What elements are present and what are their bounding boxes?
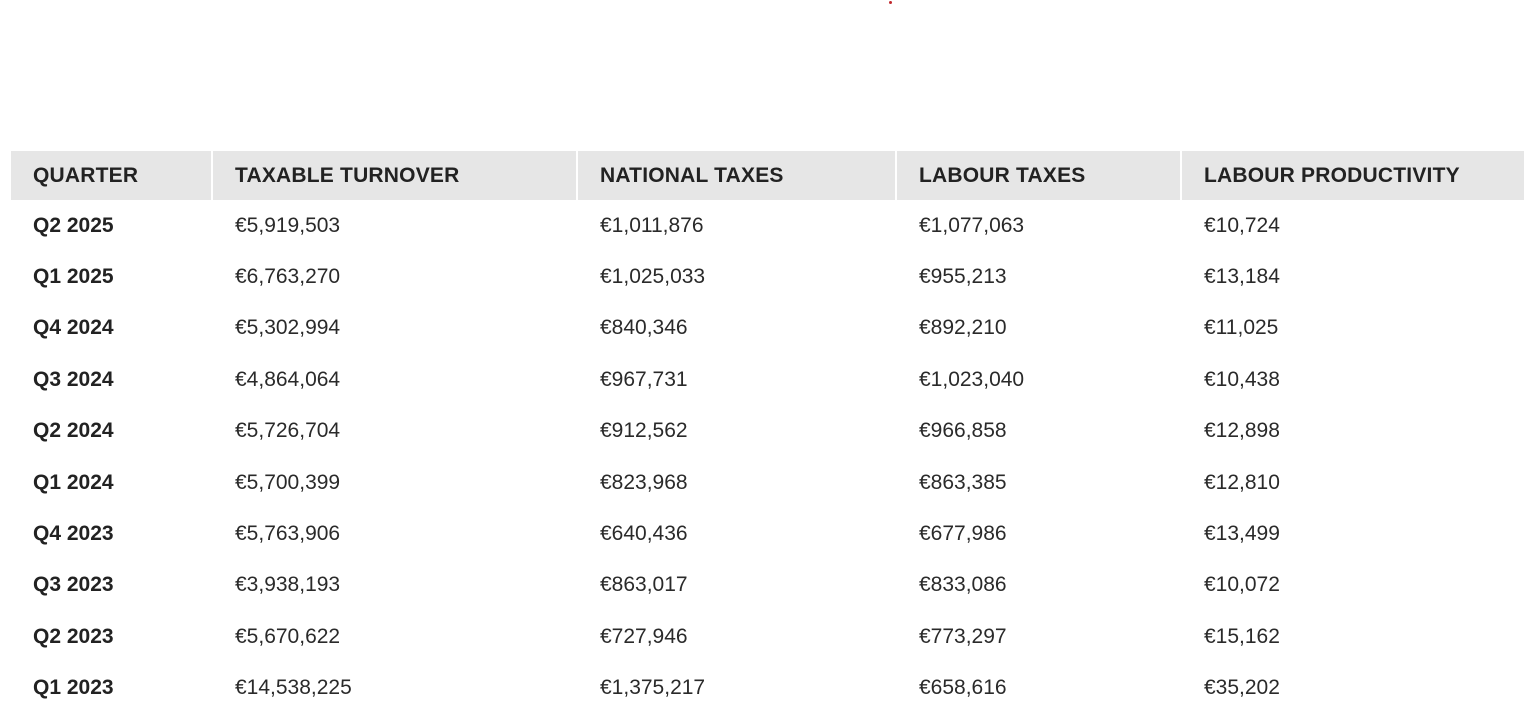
cell-national-taxes: €912,562 [600,419,688,443]
cell-national-taxes: €1,375,217 [600,676,706,700]
table-row [11,560,1524,611]
quarterly-figures-table-container [11,151,1524,714]
cell-national-taxes: €967,731 [600,367,688,391]
cell-taxable-turnover: €5,726,704 [235,419,341,443]
table-row [11,251,1524,302]
cell-taxable-turnover: €6,763,270 [235,265,341,289]
column-header-taxable-turnover: TAXABLE TURNOVER [213,151,578,200]
table-header [11,151,1524,200]
cell-labour-taxes: €966,858 [919,419,1007,443]
column-header-national-taxes: NATIONAL TAXES [578,151,897,200]
cell-labour-taxes: €863,385 [919,470,1007,494]
table-row [11,663,1524,714]
cell-taxable-turnover: €4,864,064 [235,367,341,391]
cell-labour-productivity: €11,025 [1204,316,1279,340]
cell-labour-taxes: €773,297 [919,624,1007,648]
cell-quarter: Q2 2023 [33,624,114,648]
cell-labour-taxes: €892,210 [919,316,1007,340]
cell-labour-productivity: €12,898 [1204,419,1280,443]
cell-national-taxes: €1,025,033 [600,265,706,289]
cell-national-taxes: €823,968 [600,470,688,494]
cell-labour-taxes: €833,086 [919,573,1007,597]
cell-labour-productivity: €12,810 [1204,470,1280,494]
cell-labour-productivity: €35,202 [1204,676,1280,700]
cell-national-taxes: €840,346 [600,316,688,340]
quarterly-figures-table [11,151,1524,714]
loading-indicator-dot [889,1,892,4]
cell-taxable-turnover: €5,302,994 [235,316,341,340]
table-row [11,508,1524,559]
cell-quarter: Q3 2023 [33,573,114,597]
table-body [11,200,1524,714]
column-header-labour-taxes: LABOUR TAXES [897,151,1182,200]
cell-quarter: Q2 2025 [33,213,114,237]
cell-labour-productivity: €10,072 [1204,573,1280,597]
cell-labour-productivity: €10,724 [1204,213,1280,237]
cell-national-taxes: €1,011,876 [600,213,704,237]
cell-taxable-turnover: €3,938,193 [235,573,341,597]
cell-labour-taxes: €1,023,040 [919,367,1025,391]
table-header-row [11,151,1524,200]
cell-taxable-turnover: €5,919,503 [235,213,341,237]
cell-labour-taxes: €658,616 [919,676,1007,700]
cell-labour-productivity: €10,438 [1204,367,1280,391]
cell-labour-taxes: €677,986 [919,522,1007,546]
table-row [11,200,1524,251]
cell-quarter: Q1 2024 [33,470,114,494]
cell-labour-taxes: €1,077,063 [919,213,1025,237]
table-row [11,303,1524,354]
cell-quarter: Q2 2024 [33,419,114,443]
cell-national-taxes: €640,436 [600,522,688,546]
table-row [11,457,1524,508]
column-header-labour-productivity: LABOUR PRODUCTIVITY [1182,151,1524,200]
table-row [11,354,1524,405]
cell-quarter: Q4 2024 [33,316,114,340]
cell-quarter: Q4 2023 [33,522,114,546]
cell-national-taxes: €863,017 [600,573,688,597]
cell-taxable-turnover: €5,670,622 [235,624,341,648]
cell-labour-taxes: €955,213 [919,265,1007,289]
cell-quarter: Q1 2023 [33,676,114,700]
cell-taxable-turnover: €5,763,906 [235,522,341,546]
cell-labour-productivity: €15,162 [1204,624,1280,648]
column-header-quarter: QUARTER [11,151,213,200]
cell-national-taxes: €727,946 [600,624,688,648]
cell-labour-productivity: €13,184 [1204,265,1280,289]
table-row [11,406,1524,457]
cell-quarter: Q1 2025 [33,265,114,289]
cell-quarter: Q3 2024 [33,367,114,391]
table-row [11,611,1524,662]
cell-labour-productivity: €13,499 [1204,522,1280,546]
cell-taxable-turnover: €5,700,399 [235,470,341,494]
cell-taxable-turnover: €14,538,225 [235,676,352,700]
